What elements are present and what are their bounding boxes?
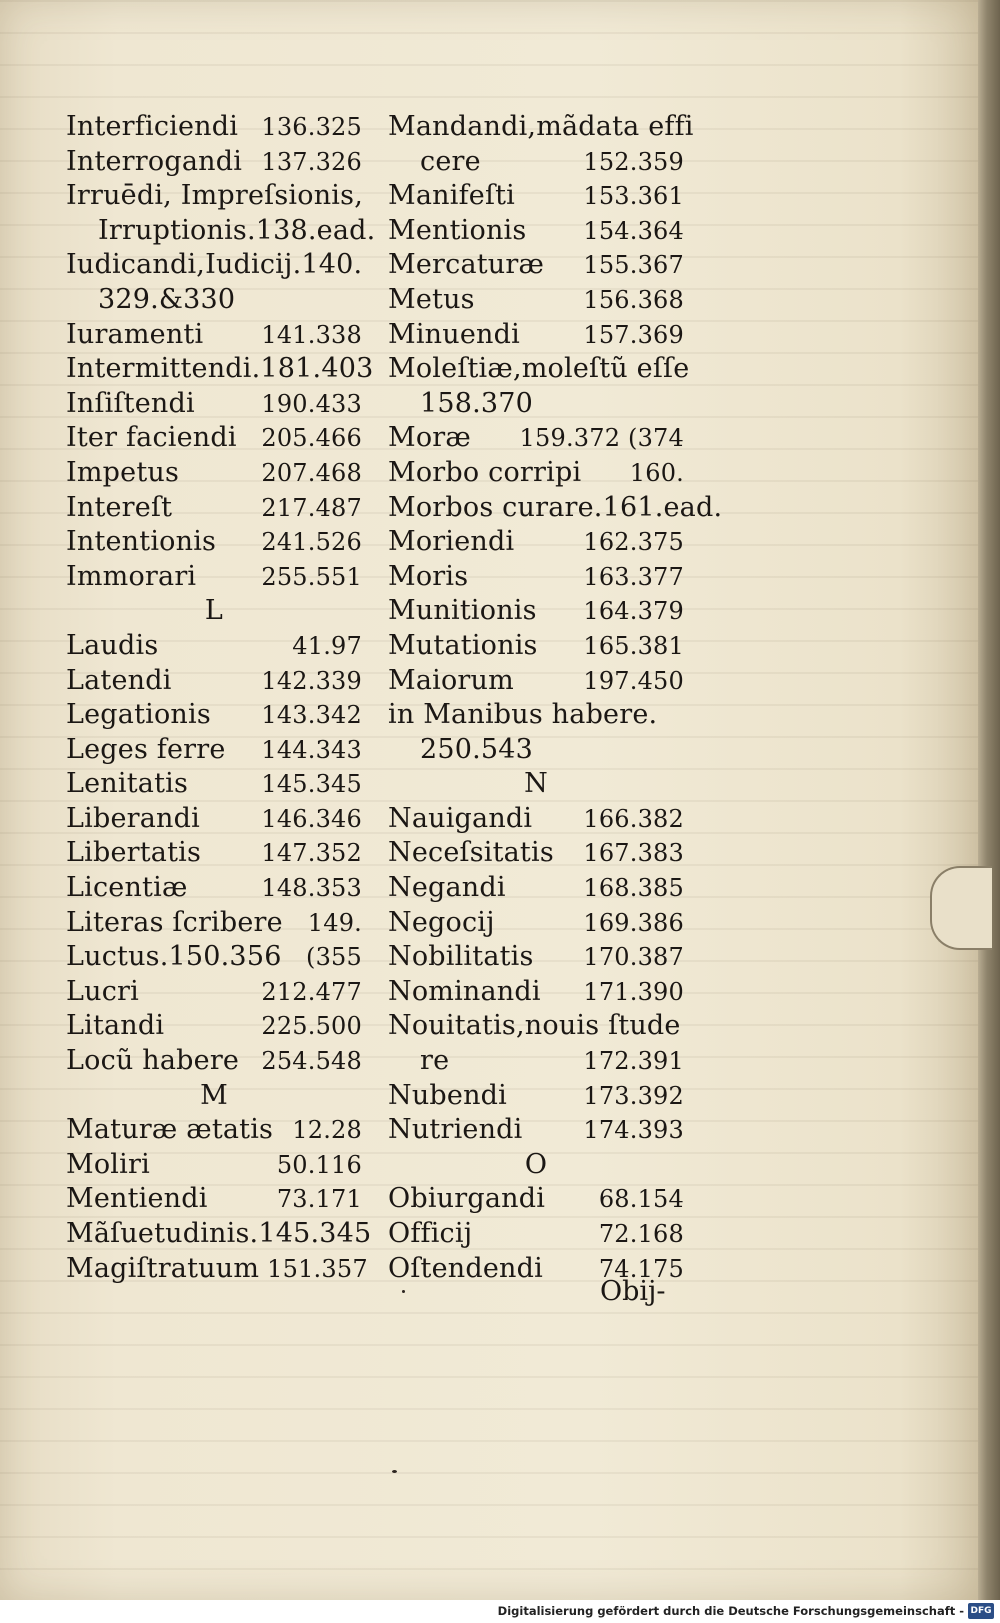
index-letter-heading: [66, 594, 362, 629]
index-entry: [66, 421, 362, 456]
entry-term: Negandi: [388, 872, 506, 904]
entry-term: Oſtendendi: [388, 1252, 543, 1284]
entry-term: Mutationis: [388, 629, 538, 661]
index-entry: [388, 421, 684, 456]
entry-term: Negocij: [388, 906, 495, 938]
entry-term: Locũ habere: [66, 1045, 240, 1077]
entry-page-ref: 152.359: [583, 147, 684, 176]
entry-page-ref: 141.338: [261, 320, 362, 349]
entry-page-ref: 74.175: [598, 1254, 684, 1283]
entry-term: 329.&330: [98, 283, 236, 315]
entry-term: Nobilitatis: [388, 941, 534, 973]
index-entry: [66, 283, 362, 318]
entry-page-ref: 168.385: [583, 874, 684, 903]
index-entry: [388, 491, 723, 526]
entry-term: Intentionis: [66, 526, 217, 558]
entry-page-ref: 212.477: [261, 977, 362, 1006]
entry-term: Mentionis: [388, 214, 527, 246]
entry-term: in Manibus habere.: [388, 699, 658, 731]
catchword: Obij-: [600, 1276, 666, 1307]
index-entry: [66, 940, 362, 975]
index-entry: [66, 318, 362, 353]
entry-page-ref: 166.382: [583, 804, 684, 833]
entry-term: Maiorum: [388, 664, 514, 696]
index-entry: [388, 456, 684, 491]
entry-page-ref: 172.391: [583, 1047, 684, 1076]
entry-term: Nutriendi: [388, 1114, 523, 1146]
entry-term: Luctus.150.356: [66, 941, 282, 973]
index-entry: [388, 1217, 684, 1252]
entry-page-ref: 164.379: [583, 597, 684, 626]
entry-term: Irruptionis.138.ead.: [98, 214, 376, 246]
index-entry: [66, 491, 362, 526]
entry-page-ref: 174.393: [583, 1116, 684, 1145]
index-entry: [66, 906, 362, 941]
entry-term: Neceſsitatis: [388, 837, 554, 869]
entry-term: re: [420, 1045, 450, 1077]
entry-page-ref: 160.: [629, 458, 684, 487]
entry-term: Mentiendi: [66, 1183, 208, 1215]
entry-page-ref: 190.433: [261, 389, 362, 418]
index-entry: [388, 836, 684, 871]
entry-term: Magiſtratuum: [66, 1252, 260, 1284]
entry-term: Moris: [388, 560, 469, 592]
index-entry: [388, 594, 684, 629]
entry-page-ref: 153.361: [583, 182, 684, 211]
entry-term: Maturæ ætatis: [66, 1114, 274, 1146]
index-entry: [388, 1182, 684, 1217]
index-entry: [66, 664, 362, 699]
index-entry: [66, 733, 362, 768]
entry-page-ref: 144.343: [261, 735, 362, 764]
index-entry: [388, 1079, 684, 1114]
entry-term: Morbos curare.161.ead.: [388, 491, 723, 523]
entry-term: 158.370: [420, 387, 534, 419]
index-entry: [66, 1252, 368, 1287]
entry-term: Intermittendi.181.403: [66, 353, 374, 385]
entry-term: cere: [420, 145, 481, 177]
index-entry: [66, 456, 362, 491]
entry-page-ref: 197.450: [583, 666, 684, 695]
entry-page-ref: 205.466: [261, 424, 362, 453]
entry-page-ref: 171.390: [583, 977, 684, 1006]
entry-page-ref: 217.487: [261, 493, 362, 522]
entry-term: Mandandi,mãdata effi: [388, 111, 694, 142]
entry-page-ref: 142.339: [261, 666, 362, 695]
index-entry: [66, 248, 362, 283]
entry-page-ref: 143.342: [261, 701, 362, 730]
page-edge: [978, 0, 1000, 1600]
entry-page-ref: 147.352: [261, 839, 362, 868]
entry-term: Licentiæ: [66, 872, 188, 904]
index-entry: [66, 110, 362, 145]
entry-page-ref: 225.500: [261, 1012, 362, 1041]
index-entry: [66, 975, 362, 1010]
entry-page-ref: 72.168: [598, 1220, 684, 1248]
entry-term: Liberandi: [66, 802, 200, 834]
entry-term: 250.543: [420, 733, 534, 765]
entry-term: Iuramenti: [66, 318, 204, 350]
index-letter-heading: [66, 1079, 362, 1114]
digitization-footer: [0, 1600, 1000, 1623]
entry-term: Nauigandi: [388, 802, 533, 834]
index-column-right: [388, 110, 723, 1286]
entry-term: Minuendi: [388, 318, 520, 350]
entry-term: Manifeſti: [388, 180, 516, 212]
index-entry: [66, 802, 362, 837]
entry-term: Moleſtiæ,moleſtũ eſſe: [388, 353, 690, 385]
entry-page-ref: 156.368: [583, 285, 684, 314]
entry-page-ref: 207.468: [261, 458, 362, 487]
entry-term: Laudis: [66, 629, 159, 661]
index-entry: [66, 1044, 362, 1079]
index-entry: [388, 1044, 684, 1079]
entry-term: Immorari: [66, 560, 197, 592]
entry-term: Morbo corripi: [388, 456, 582, 488]
entry-term: Iter faciendi: [66, 422, 237, 454]
entry-term: Officij: [388, 1218, 473, 1249]
index-column-left: [66, 110, 376, 1286]
footer-credit: Digitalisierung gefördert durch die Deutsche Forschungsgemeinschaft -: [497, 1604, 964, 1618]
entry-page-ref: 173.392: [583, 1081, 684, 1110]
entry-page-ref: 157.369: [583, 320, 684, 349]
entry-page-ref: 68.154: [598, 1185, 684, 1214]
entry-page-ref: 151.357: [267, 1254, 368, 1283]
entry-page-ref: 170.387: [583, 943, 684, 972]
entry-page-ref: 163.377: [583, 562, 684, 591]
entry-term: Moriendi: [388, 526, 515, 558]
index-entry: [66, 629, 362, 664]
index-entry: [388, 110, 694, 145]
heading-letter: M: [200, 1079, 228, 1111]
entry-term: Irruēdi, Impreſsionis,: [66, 180, 363, 212]
index-letter-heading: [388, 1148, 684, 1183]
entry-term: Moliri: [66, 1148, 150, 1180]
index-entry: [66, 1182, 362, 1217]
index-entry: [66, 214, 376, 249]
index-entry: [66, 179, 362, 214]
entry-term: Interficiendi: [66, 111, 239, 142]
index-entry: [388, 871, 684, 906]
entry-page-ref: 165.381: [583, 631, 684, 660]
heading-letter: L: [204, 595, 224, 627]
index-entry: [388, 318, 684, 353]
entry-term: Interrogandi: [66, 145, 243, 177]
entry-page-ref: 149.: [307, 908, 362, 937]
entry-term: Leges ferre: [66, 733, 226, 765]
entry-term: Impetus: [66, 456, 180, 488]
index-entry: [388, 1113, 684, 1148]
index-entry: [388, 802, 684, 837]
index-entry: [66, 1217, 372, 1252]
index-entry: [388, 940, 684, 975]
index-entry: [66, 525, 362, 560]
entry-page-ref: 154.364: [583, 216, 684, 245]
index-entry: [388, 525, 684, 560]
entry-page-ref: 159.372 (374: [519, 424, 684, 453]
entry-page-ref: 145.345: [261, 770, 362, 799]
index-entry: [388, 906, 684, 941]
index-entry: [66, 698, 362, 733]
entry-page-ref: 12.28: [292, 1116, 362, 1145]
entry-page-ref: 136.325: [261, 113, 362, 141]
entry-page-ref: 148.353: [261, 874, 362, 903]
entry-term: Mãſuetudinis.145.345: [66, 1218, 372, 1249]
index-entry: [388, 214, 684, 249]
entry-term: Latendi: [66, 664, 172, 696]
index-entry: [388, 283, 684, 318]
entry-page-ref: (355: [306, 943, 362, 972]
entry-page-ref: 50.116: [276, 1150, 362, 1179]
entry-term: Mercaturæ: [388, 249, 545, 281]
entry-term: Litandi: [66, 1010, 165, 1042]
index-entry: [388, 560, 684, 595]
index-entry: [388, 248, 684, 283]
index-entry: [388, 629, 684, 664]
ink-speck: [392, 1470, 397, 1473]
index-entry: [388, 733, 684, 768]
heading-letter: N: [524, 768, 548, 800]
index-entry: [66, 1148, 362, 1183]
book-clasp-notch: [930, 866, 992, 950]
entry-term: Munitionis: [388, 595, 537, 627]
index-entry: [66, 767, 362, 802]
entry-term: Libertatis: [66, 837, 202, 869]
entry-page-ref: 167.383: [583, 839, 684, 868]
entry-page-ref: 137.326: [261, 147, 362, 176]
index-entry: [388, 975, 684, 1010]
entry-page-ref: 162.375: [583, 528, 684, 557]
index-entry: [388, 352, 690, 387]
index-entry: [66, 871, 362, 906]
entry-term: Iudicandi,Iudicij.140.: [66, 249, 363, 281]
entry-term: Intereſt: [66, 491, 173, 523]
entry-term: Literas ſcribere: [66, 906, 283, 938]
entry-term: Moræ: [388, 422, 471, 454]
entry-term: Obiurgandi: [388, 1183, 546, 1215]
entry-term: Lucri: [66, 975, 139, 1007]
index-entry: [388, 179, 684, 214]
entry-page-ref: 73.171: [276, 1185, 362, 1214]
entry-term: Metus: [388, 283, 475, 315]
entry-page-ref: 254.548: [261, 1047, 362, 1076]
index-entry: [388, 698, 684, 733]
entry-page-ref: 169.386: [583, 908, 684, 937]
entry-term: Nouitatis,nouis ſtude: [388, 1010, 681, 1042]
index-entry: [66, 1009, 362, 1044]
index-entry: [388, 387, 684, 422]
entry-page-ref: 155.367: [583, 251, 684, 280]
index-entry: [66, 352, 374, 387]
index-entry: [388, 1009, 684, 1044]
entry-term: Nubendi: [388, 1079, 507, 1111]
entry-page-ref: 146.346: [261, 804, 362, 833]
entry-term: Legationis: [66, 699, 211, 731]
index-entry: [388, 664, 684, 699]
entry-page-ref: 241.526: [261, 528, 362, 557]
index-entry: [66, 387, 362, 422]
index-entry: [66, 145, 362, 180]
index-entry: [388, 145, 684, 180]
dfg-logo: DFG: [968, 1603, 994, 1619]
index-entry: [66, 560, 362, 595]
entry-page-ref: 41.97: [292, 631, 362, 660]
entry-term: Inſiſtendi: [66, 387, 195, 419]
index-entry: [66, 836, 362, 871]
index-entry: [66, 1113, 362, 1148]
entry-term: Nominandi: [388, 975, 541, 1007]
index-letter-heading: [388, 767, 684, 802]
entry-page-ref: 255.551: [261, 562, 362, 591]
entry-term: Lenitatis: [66, 768, 189, 800]
heading-letter: O: [524, 1148, 548, 1180]
ink-speck: [402, 1290, 405, 1293]
